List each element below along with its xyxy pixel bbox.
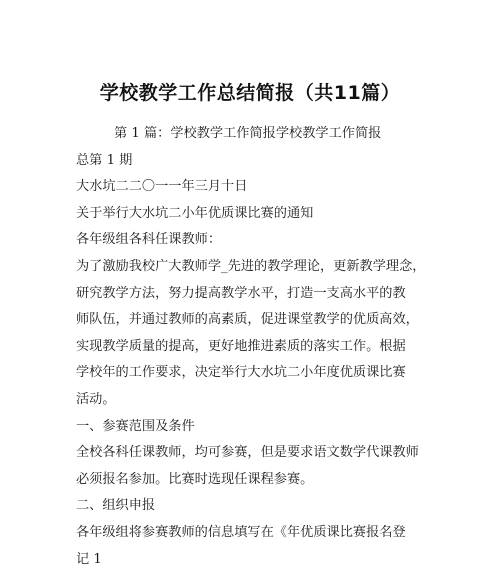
section-heading: 一、参赛范围及条件 <box>76 414 476 441</box>
document-body <box>76 121 476 573</box>
text-line: 活动。 <box>76 387 476 414</box>
text-line: 学校年的工作要求，决定举行大水坑二小年度优质课比赛 <box>76 360 476 387</box>
text-line: 为了激励我校广大教师学_先进的教学理论，更新教学理念， <box>76 254 476 281</box>
text-line: 研究教学方法，努力提高教学水平，打造一支高水平的教 <box>76 281 476 308</box>
text-line: 必须报名参加。比赛时选现任课程参赛。 <box>76 467 476 494</box>
text-line: 师队伍，并通过教师的高素质，促进课堂教学的优质高效， <box>76 307 476 334</box>
document-title: 学校教学工作总结简报（共11篇） <box>0 78 500 105</box>
text-line: 第 1 篇：学校教学工作简报学校教学工作简报 <box>76 121 476 148</box>
text-line: 实现教学质量的提高，更好地推进素质的落实工作。根据 <box>76 334 476 361</box>
text-line: 各年级组各科任课教师： <box>76 227 476 254</box>
text-line: 大水坑二二〇一一年三月十日 <box>76 174 476 201</box>
text-line: 记 1 <box>76 547 476 573</box>
text-line: 各年级组将参赛教师的信息填写在《年优质课比赛报名登 <box>76 520 476 547</box>
text-line: 总第 1 期 <box>76 148 476 175</box>
section-heading: 二、组织申报 <box>76 493 476 520</box>
text-line: 全校各科任课教师，均可参赛，但是要求语文数学代课教师 <box>76 440 476 467</box>
text-line: 关于举行大水坑二小年优质课比赛的通知 <box>76 201 476 228</box>
